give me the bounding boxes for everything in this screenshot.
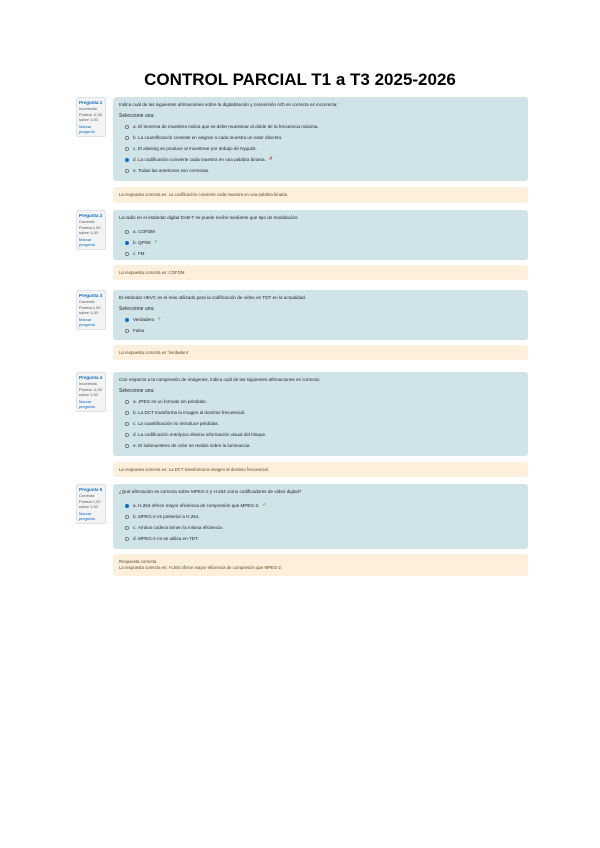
correct-icon: ✓ xyxy=(262,502,267,508)
feedback-box xyxy=(113,345,528,360)
answer-option[interactable] xyxy=(119,314,522,325)
question-text: Con respecto a la compresión de imágenes, indica cuál de las siguientes afirmaciones es correcta: xyxy=(119,377,320,382)
radio-button-selected[interactable] xyxy=(125,504,129,508)
option-letter: a. xyxy=(133,503,137,508)
feedback-box xyxy=(113,187,528,203)
radio-button[interactable] xyxy=(125,515,129,519)
question-content xyxy=(113,372,528,456)
option-letter: c. xyxy=(133,525,137,530)
option-letter: d. xyxy=(133,157,137,162)
question-number: Pregunta 1 xyxy=(79,100,103,105)
question-number: Pregunta 3 xyxy=(79,293,103,298)
question-info xyxy=(76,210,106,250)
question-number: Pregunta 2 xyxy=(79,213,103,218)
answer-option[interactable] xyxy=(119,132,522,143)
flag-question-link[interactable]: Marcar pregunta xyxy=(79,399,95,409)
answer-option[interactable] xyxy=(119,248,522,259)
option-text: MPEG-2 es posterior a H.264. xyxy=(138,514,200,519)
flag-question-link[interactable]: Marcar pregunta xyxy=(79,237,95,247)
option-letter: b. xyxy=(133,514,137,519)
radio-button[interactable] xyxy=(125,125,129,129)
answer-option[interactable] xyxy=(119,154,522,165)
feedback-box xyxy=(113,554,528,576)
question-info xyxy=(76,290,106,330)
answer-option[interactable] xyxy=(119,121,522,132)
question-text: Indica cuál de las siguientes afirmaciones sobre la digitalización y conversión A/D es correcta es incorrecta: xyxy=(119,102,338,107)
question-text: La radio en el estándar digital DAB-T se puede recibir mediante que tipo de modulación: xyxy=(119,215,299,220)
option-letter: a. xyxy=(133,229,137,234)
question-info xyxy=(76,484,106,524)
answer-option[interactable] xyxy=(119,325,522,336)
radio-button[interactable] xyxy=(125,537,129,541)
question-info xyxy=(76,372,106,412)
correct-icon: ✓ xyxy=(153,239,159,245)
question-content xyxy=(113,210,528,260)
option-text: El submuestreo de color se realiza sobre la luminancia. xyxy=(138,443,251,448)
option-text: Falso xyxy=(133,328,145,333)
option-text: La cuantificación no introduce pérdidas. xyxy=(137,421,219,426)
option-letter: c. xyxy=(133,421,137,426)
flag-question-link[interactable]: Marcar pregunta xyxy=(79,511,95,521)
radio-button[interactable] xyxy=(125,169,129,173)
option-text: JPEG es un formato sin pérdidas. xyxy=(138,399,207,404)
question-score: Puntúa 1,00 sobre 1,00 xyxy=(79,225,101,235)
radio-button[interactable] xyxy=(125,230,129,234)
question-status: Correcta xyxy=(79,299,95,304)
question-status: Correcta xyxy=(79,219,95,224)
question-number: Pregunta 5 xyxy=(79,487,103,492)
answer-option[interactable] xyxy=(119,143,522,154)
answer-prompt: Seleccione una: xyxy=(119,388,155,394)
option-text: QPSK xyxy=(138,240,151,245)
option-letter: d. xyxy=(133,536,137,541)
radio-button[interactable] xyxy=(125,411,129,415)
option-text: Todas las anteriores son correctas. xyxy=(138,168,210,173)
question-score: Puntúa -0,33 sobre 1,00 xyxy=(79,112,102,122)
radio-button[interactable] xyxy=(125,444,129,448)
answer-option[interactable] xyxy=(119,396,522,407)
answer-option[interactable] xyxy=(119,429,522,440)
flag-question-link[interactable]: Marcar pregunta xyxy=(79,124,95,134)
option-letter: b. xyxy=(133,135,137,140)
option-text: MPEG-2 no se utiliza en TDT. xyxy=(138,536,199,541)
question-status: Incorrecta xyxy=(79,106,97,111)
option-letter: a. xyxy=(133,399,137,404)
question-score: Puntúa 1,00 sobre 1,00 xyxy=(79,305,101,315)
answer-option[interactable] xyxy=(119,407,522,418)
radio-button[interactable] xyxy=(125,422,129,426)
option-letter: d. xyxy=(133,432,137,437)
option-text: Ambos codecs tienen la misma eficiencia. xyxy=(137,525,224,530)
correct-answer-text: La respuesta correcta es: H.264 ofrece mayor eficiencia de compresión que MPEG-2. xyxy=(119,565,283,570)
flag-question-link[interactable]: Marcar pregunta xyxy=(79,317,95,327)
option-text: H.264 ofrece mayor eficiencia de compresión que MPEG-2. xyxy=(138,503,260,508)
answer-option[interactable] xyxy=(119,237,522,248)
option-letter: c. xyxy=(133,251,137,256)
question-status: Correcta xyxy=(79,493,95,498)
answer-option[interactable] xyxy=(119,533,522,544)
answer-option[interactable] xyxy=(119,226,522,237)
page-title: CONTROL PARCIAL T1 a T3 2025-2026 xyxy=(144,70,456,89)
feedback-general-text: Respuesta correcta xyxy=(119,559,157,564)
option-text: La cuantificación consiste en asignar a cada muestra un valor discreto. xyxy=(138,135,283,140)
radio-button-selected[interactable] xyxy=(125,318,129,322)
option-text: Verdadero xyxy=(133,317,155,322)
option-text: La codificación entrópica elimina información visual del bloque. xyxy=(138,432,267,437)
correct-answer-text: La respuesta correcta es: La DCT transforma la imagen al dominio frecuencial. xyxy=(119,467,269,472)
question-status: Incorrecta xyxy=(79,381,97,386)
question-score: Puntúa -0,33 sobre 1,00 xyxy=(79,387,102,397)
question-number: Pregunta 4 xyxy=(79,375,103,380)
option-text: El aliasing se produce al muestrear por debajo de Nyquist. xyxy=(137,146,257,151)
question-text: El estándar HEVC es el más utilizado para la codificación de vídeo en TDT en la actualidad. xyxy=(119,295,307,300)
radio-button[interactable] xyxy=(125,136,129,140)
correct-answer-text: La respuesta correcta es: La codificación convierte cada muestra en una palabra binaria. xyxy=(119,192,289,197)
radio-button-selected[interactable] xyxy=(125,241,129,245)
feedback-box xyxy=(113,265,528,280)
option-letter: e. xyxy=(133,168,137,173)
option-text: COFDM xyxy=(138,229,155,234)
answer-option[interactable] xyxy=(119,500,522,511)
answer-prompt: Seleccione una: xyxy=(119,113,155,119)
option-letter: c. xyxy=(133,146,137,151)
question-content xyxy=(113,97,528,181)
question-score: Puntúa 1,00 sobre 1,00 xyxy=(79,499,101,509)
radio-button-selected[interactable] xyxy=(125,158,129,162)
option-letter: b. xyxy=(133,410,137,415)
question-info xyxy=(76,97,106,137)
incorrect-icon: ✗ xyxy=(268,156,274,162)
radio-button[interactable] xyxy=(125,252,129,256)
radio-button[interactable] xyxy=(125,433,129,437)
correct-answer-text: La respuesta correcta es: COFDM xyxy=(119,270,185,275)
radio-button[interactable] xyxy=(125,526,129,530)
answer-option[interactable] xyxy=(119,440,522,451)
answer-option[interactable] xyxy=(119,511,522,522)
answer-option[interactable] xyxy=(119,418,522,429)
answer-prompt: Seleccione una: xyxy=(119,306,155,312)
feedback-box xyxy=(113,462,528,477)
option-letter: e. xyxy=(133,443,137,448)
option-text: El teorema de muestreo indica que se debe muestrear al doble de la frecuencia máxima. xyxy=(138,124,319,129)
answer-option[interactable] xyxy=(119,522,522,533)
question-content xyxy=(113,290,528,340)
radio-button[interactable] xyxy=(125,329,129,333)
correct-answer-text: La respuesta correcta es 'Verdadero' xyxy=(119,350,189,355)
option-text: La DCT transforma la imagen al dominio frecuencial. xyxy=(138,410,246,415)
radio-button[interactable] xyxy=(125,147,129,151)
correct-icon: ✓ xyxy=(157,316,162,322)
option-letter: a. xyxy=(133,124,137,129)
question-text: ¿Qué afirmación es correcta sobre MPEG-2 y H.264 como codificadores de vídeo digital? xyxy=(119,489,302,494)
option-letter: b. xyxy=(133,240,137,245)
question-content xyxy=(113,484,528,549)
radio-button[interactable] xyxy=(125,400,129,404)
option-text: FM xyxy=(137,251,145,256)
answer-option[interactable] xyxy=(119,165,522,176)
option-text: La codificación convierte cada muestra en una palabra binaria. xyxy=(138,157,266,162)
